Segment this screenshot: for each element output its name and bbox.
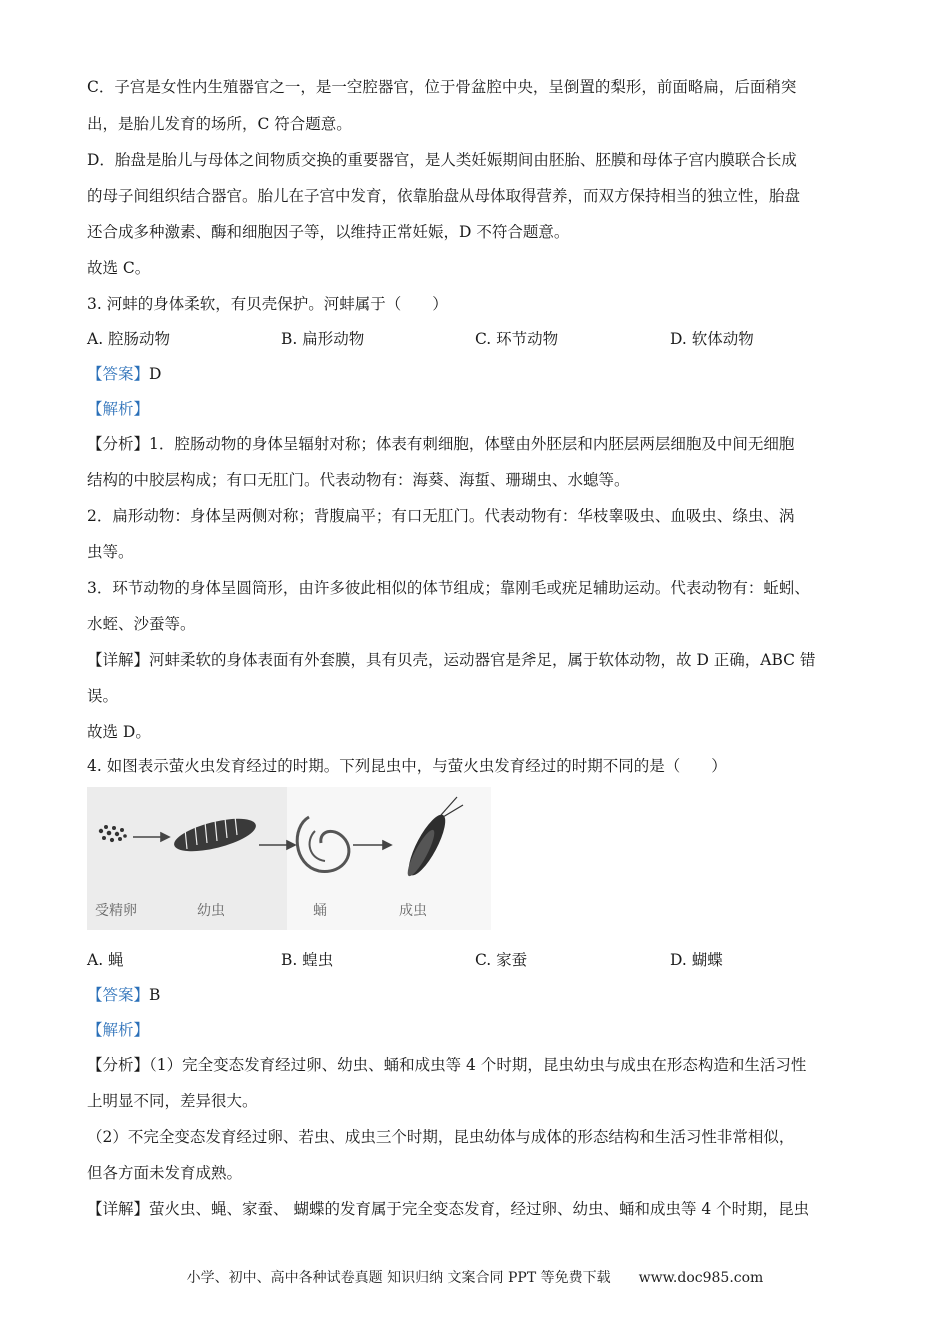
fenxi-tag: 【分析】 bbox=[87, 1056, 150, 1074]
text-line: 上明显不同，差异很大。 bbox=[87, 1092, 258, 1110]
text-line: 还合成多种激素、酶和细胞因子等，以维持正常妊娠，D 不符合题意。 bbox=[87, 223, 570, 241]
text-line bbox=[87, 432, 867, 456]
page-footer: 小学、初中、高中各种试卷真题 知识归纳 文案合同 PPT 等免费下载 www.doc985.com bbox=[186, 1270, 764, 1286]
answer-value: D bbox=[149, 365, 162, 383]
text-line: 2．扁形动物：身体呈两侧对称；背腹扁平；有口无肛门。代表动物有：华枝睾吸虫、血吸虫、绦虫、涡 bbox=[87, 507, 795, 525]
analysis-heading: 【解析】 bbox=[87, 400, 150, 418]
q3-option-d: D. 软体动物 bbox=[670, 330, 754, 348]
text-line: 虫等。 bbox=[87, 543, 134, 561]
text-line bbox=[87, 648, 867, 672]
q4-option-a: A. 蝇 bbox=[87, 951, 124, 969]
text-line: 出，是胎儿发育的场所，C 符合题意。 bbox=[87, 115, 352, 133]
answer-tag: 【答案】 bbox=[87, 986, 150, 1004]
label-larva: 幼虫 bbox=[197, 903, 225, 919]
q3-options bbox=[87, 327, 867, 351]
answer-value: B bbox=[149, 986, 161, 1004]
text-line: 故选 D。 bbox=[87, 723, 151, 741]
text-span: 河蚌柔软的身体表面有外套膜，具有贝壳，运动器官是斧足，属于软体动物，故 D 正确，ABC 错 bbox=[149, 651, 816, 669]
text-line: 但各方面未发育成熟。 bbox=[87, 1164, 243, 1182]
text-line: 3．环节动物的身体呈圆筒形，由许多彼此相似的体节组成；靠刚毛或疣足辅助运动。代表动物有：蚯蚓、 bbox=[87, 579, 810, 597]
q3-option-c: C. 环节动物 bbox=[475, 330, 559, 348]
question-3: 3. 河蚌的身体柔软，有贝壳保护。河蚌属于（ ） bbox=[87, 295, 448, 313]
text-line: D．胎盘是胎儿与母体之间物质交换的重要器官，是人类妊娠期间由胚胎、胚膜和母体子宫内膜联合长成 bbox=[87, 151, 797, 169]
text-line bbox=[87, 1053, 867, 1077]
text-line: 误。 bbox=[87, 687, 119, 705]
text-line: 结构的中胶层构成；有口无肛门。代表动物有：海葵、海蜇、珊瑚虫、水螅等。 bbox=[87, 471, 630, 489]
q3-option-b: B. 扁形动物 bbox=[281, 330, 365, 348]
lifecycle-illustration bbox=[87, 787, 491, 930]
text-line: 水蛭、沙蚕等。 bbox=[87, 615, 196, 633]
q4-option-c: C. 家蚕 bbox=[475, 951, 528, 969]
question-4: 4. 如图表示萤火虫发育经过的时期。下列昆虫中，与萤火虫发育经过的时期不同的是（ ） bbox=[87, 757, 727, 775]
q4-options bbox=[87, 948, 867, 972]
firefly-lifecycle-figure bbox=[87, 787, 491, 930]
text-line bbox=[87, 1197, 867, 1221]
label-pupa: 蛹 bbox=[313, 903, 327, 919]
fenxi-tag: 【分析】 bbox=[87, 435, 150, 453]
text-span: 萤火虫、蝇、家蚕、 蝴蝶的发育属于完全变态发育，经过卵、幼虫、蛹和成虫等 4 个时期，昆虫 bbox=[149, 1200, 810, 1218]
q4-option-b: B. 蝗虫 bbox=[281, 951, 334, 969]
text-line: （2）不完全变态发育经过卵、若虫、成虫三个时期，昆虫幼体与成体的形态结构和生活习性非常相似， bbox=[87, 1128, 795, 1146]
text-line: C．子宫是女性内生殖器官之一，是一空腔器官，位于骨盆腔中央，呈倒置的梨形，前面略扁，后面稍突 bbox=[87, 78, 797, 96]
answer-tag: 【答案】 bbox=[87, 365, 150, 383]
label-adult: 成虫 bbox=[399, 903, 427, 919]
xiangjie-tag: 【详解】 bbox=[87, 651, 150, 669]
text-span: （1）完全变态发育经过卵、幼虫、蛹和成虫等 4 个时期，昆虫幼虫与成虫在形态构造和生活习性 bbox=[149, 1056, 807, 1074]
text-span: 1．腔肠动物的身体呈辐射对称；体表有刺细胞，体壁由外胚层和内胚层两层细胞及中间无细胞 bbox=[149, 435, 795, 453]
answer-4 bbox=[87, 983, 867, 1007]
q4-option-d: D. 蝴蝶 bbox=[670, 951, 723, 969]
q3-option-a: A. 腔肠动物 bbox=[87, 330, 171, 348]
analysis-heading: 【解析】 bbox=[87, 1021, 150, 1039]
label-egg: 受精卵 bbox=[95, 903, 137, 919]
xiangjie-tag: 【详解】 bbox=[87, 1200, 150, 1218]
text-line: 的母子间组织结合器官。胎儿在子宫中发育，依靠胎盘从母体取得营养，而双方保持相当的独立性，胎盘 bbox=[87, 187, 801, 205]
answer-3 bbox=[87, 362, 867, 386]
text-line: 故选 C。 bbox=[87, 259, 151, 277]
